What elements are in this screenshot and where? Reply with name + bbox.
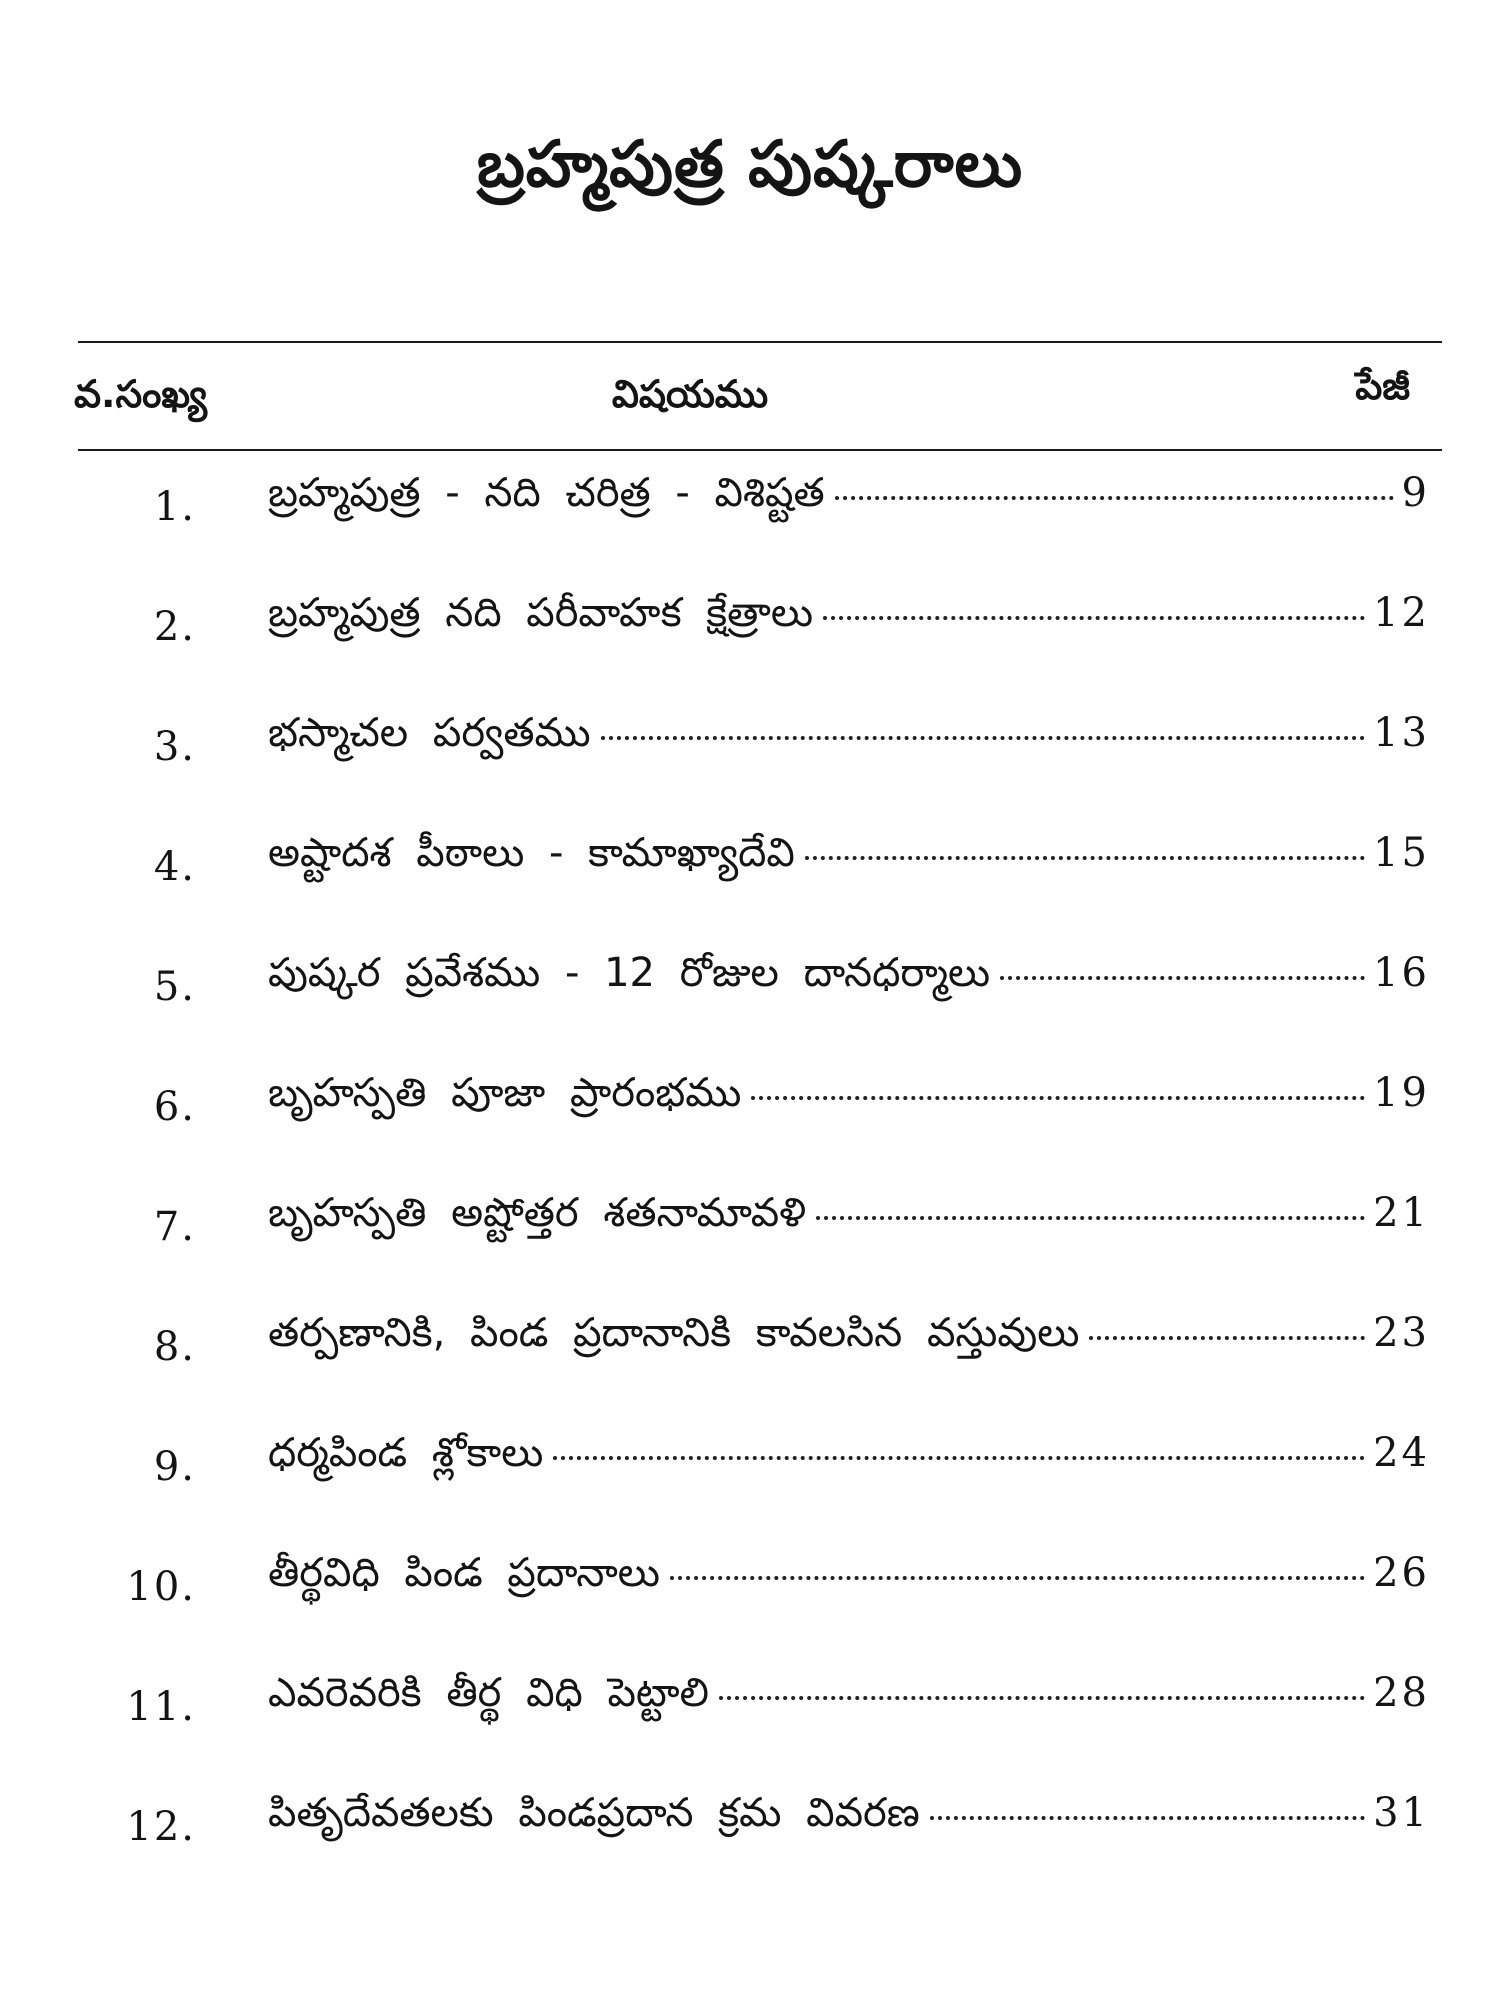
entry-page-number: 21 xyxy=(1373,1190,1430,1236)
entry-number: 10. xyxy=(126,1564,196,1610)
entry-line xyxy=(268,1190,1430,1246)
entry-page-number: 31 xyxy=(1373,1790,1430,1836)
number-column-heading: వ.సంఖ్య xyxy=(74,372,208,416)
dot-leader xyxy=(553,1456,1365,1460)
dot-leader xyxy=(601,736,1365,740)
contents-entry xyxy=(0,1670,1500,1734)
dot-leader xyxy=(930,1816,1365,1820)
entry-line xyxy=(268,950,1430,1006)
entry-subject: ధర్మపిండ శ్లోకాలు xyxy=(268,1430,544,1476)
contents-entry xyxy=(0,1430,1500,1494)
entry-subject: ఎవరెవరికి తీర్థ విధి పెట్టాలి xyxy=(268,1670,709,1716)
dot-leader xyxy=(835,496,1394,500)
entry-line xyxy=(268,1670,1430,1726)
subject-column-heading: విషయము xyxy=(611,372,769,416)
contents-entry xyxy=(0,1310,1500,1374)
entry-number: 6. xyxy=(153,1084,196,1130)
entry-subject: పితృదేవతలకు పిండప్రదాన క్రమ వివరణ xyxy=(268,1790,920,1836)
page-title: బ్రహ్మపుత్ర పుష్కరాలు xyxy=(476,128,1024,202)
contents-entry xyxy=(0,590,1500,654)
entry-line xyxy=(268,710,1430,766)
entry-page-number: 9 xyxy=(1401,470,1430,516)
contents-entry xyxy=(0,1070,1500,1134)
entry-number: 2. xyxy=(153,604,196,650)
entry-number: 9. xyxy=(153,1444,196,1490)
entry-line xyxy=(268,1790,1430,1846)
entry-number: 5. xyxy=(153,964,196,1010)
entry-subject: అష్టాదశ పీఠాలు - కామాఖ్యాదేవి xyxy=(268,830,795,876)
contents-entry xyxy=(0,470,1500,534)
entry-page-number: 12 xyxy=(1373,590,1430,636)
entry-number: 1. xyxy=(153,484,196,530)
entry-page-number: 16 xyxy=(1373,950,1430,996)
entry-number: 7. xyxy=(153,1204,196,1250)
contents-entry xyxy=(0,830,1500,894)
page-column-heading: పేజీ xyxy=(1355,364,1410,408)
entry-page-number: 28 xyxy=(1373,1670,1430,1716)
entry-line xyxy=(268,1310,1430,1366)
header-top-rule xyxy=(78,341,1442,343)
entry-page-number: 19 xyxy=(1373,1070,1430,1116)
contents-entry xyxy=(0,950,1500,1014)
entry-number: 8. xyxy=(153,1324,196,1370)
entry-number: 11. xyxy=(126,1684,196,1730)
contents-entry xyxy=(0,710,1500,774)
contents-entry xyxy=(0,1550,1500,1614)
entry-subject: తర్పణానికి, పిండ ప్రదానానికి కావలసిన వస్తువులు xyxy=(268,1310,1080,1356)
dot-leader xyxy=(1089,1336,1365,1340)
entry-line xyxy=(268,1070,1430,1126)
dot-leader xyxy=(751,1096,1365,1100)
contents-entry xyxy=(0,1190,1500,1254)
entry-line xyxy=(268,1550,1430,1606)
entry-subject: బ్రహ్మపుత్ర - నది చరిత్ర - విశిష్టత xyxy=(268,470,825,516)
entry-page-number: 15 xyxy=(1373,830,1430,876)
entry-subject: పుష్కర ప్రవేశము - 12 రోజుల దానధర్మాలు xyxy=(268,950,991,996)
entry-number: 4. xyxy=(153,844,196,890)
entry-subject: బృహస్పతి అష్టోత్తర శతనామావళి xyxy=(268,1190,807,1236)
dot-leader xyxy=(805,856,1365,860)
entry-number: 3. xyxy=(153,724,196,770)
entry-page-number: 24 xyxy=(1373,1430,1430,1476)
dot-leader xyxy=(719,1696,1365,1700)
entry-subject: బృహస్పతి పూజా ప్రారంభము xyxy=(268,1070,742,1116)
entry-subject: భస్మాచల పర్వతము xyxy=(268,710,591,756)
contents-entry xyxy=(0,1790,1500,1854)
entry-line xyxy=(268,470,1430,526)
header-bottom-rule xyxy=(78,449,1442,451)
entry-page-number: 13 xyxy=(1373,710,1430,756)
dot-leader xyxy=(670,1576,1365,1580)
entry-subject: బ్రహ్మపుత్ర నది పరీవాహక క్షేత్రాలు xyxy=(268,590,814,636)
dot-leader xyxy=(816,1216,1365,1220)
contents-header xyxy=(0,364,1500,424)
dot-leader xyxy=(1000,976,1365,980)
entry-line xyxy=(268,590,1430,646)
entry-number: 12. xyxy=(126,1804,196,1850)
entry-page-number: 23 xyxy=(1373,1310,1430,1356)
entry-line xyxy=(268,1430,1430,1486)
dot-leader xyxy=(823,616,1365,620)
entry-page-number: 26 xyxy=(1373,1550,1430,1596)
entry-subject: తీర్థవిధి పిండ ప్రదానాలు xyxy=(268,1550,660,1596)
entry-line xyxy=(268,830,1430,886)
